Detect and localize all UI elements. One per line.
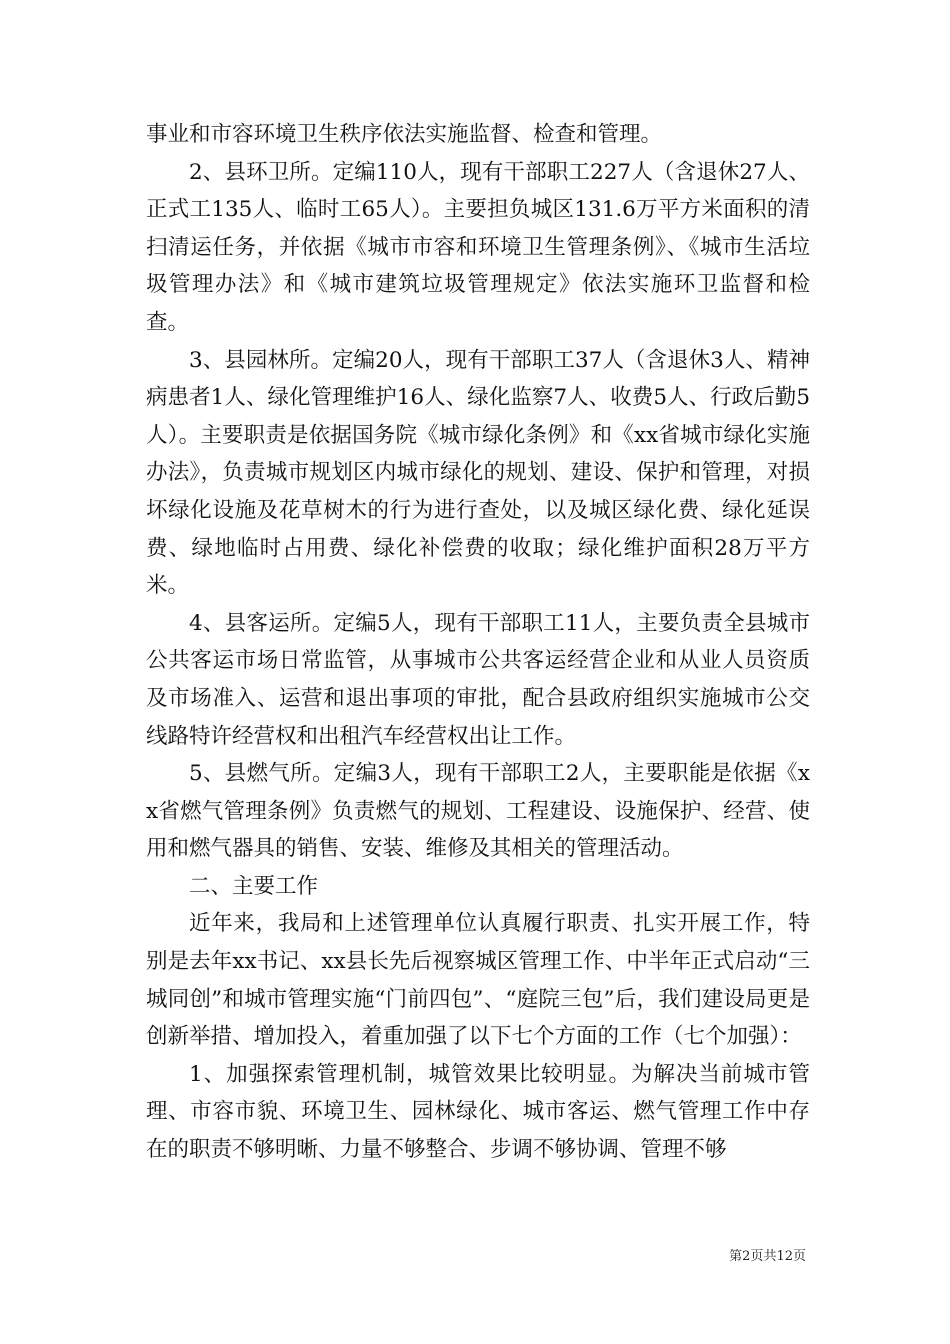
- paragraph-6: 近年来，我局和上述管理单位认真履行职责、扎实开展工作，特别是去年xx书记、xx县长先后视察城区管理工作、中半年正式启动“三城同创”和城市管理实施“门前四包”、“庭院三包”后，我们建设局更是创新举措、增加投入，着重加强了以下七个方面的工作（七个加强）：: [146, 911, 810, 1050]
- paragraph-3: 4、县客运所。定编5人，现有干部职工11人，主要负责全县城市公共客运市场日常监管，从事城市公共客运经营企业和从业人员资质及市场准入、运营和退出事项的审批，配合县政府组织实施城市公交线路特许经营权和出租汽车经营权出让工作。: [146, 610, 810, 749]
- page-number: 第2页共12页: [729, 1249, 806, 1264]
- paragraph-0: 事业和市容环境卫生秩序依法实施监督、检查和管理。: [146, 122, 663, 147]
- body-text: [146, 116, 810, 1169]
- paragraph-7: 1、加强探索管理机制，城管效果比较明显。为解决当前城市管理、市容市貌、环境卫生、园林绿化、城市客运、燃气管理工作中存在的职责不够明晰、力量不够整合、步调不够协调、管理不够: [146, 1061, 810, 1163]
- paragraph-2: 3、县园林所。定编20人，现有干部职工37人（含退休3人、精神病患者1人、绿化管理维护16人、绿化监察7人、收费5人、行政后勤5人）。主要职责是依据国务院《城市绿化条例》和《xx省城市绿化实施办法》，负责城市规划区内城市绿化的规划、建设、保护和管理，对损坏绿化设施及花草树木的行为进行查处，以及城区绿化费、绿化延误费、绿地临时占用费、绿化补偿费的收取；绿化维护面积28万平方米。: [146, 347, 810, 599]
- paragraph-4: 5、县燃气所。定编3人，现有干部职工2人，主要职能是依据《xx省燃气管理条例》负责燃气的规划、工程建设、设施保护、经营、使用和燃气器具的销售、安装、维修及其相关的管理活动。: [146, 761, 810, 862]
- section-heading: 二、主要工作: [189, 873, 319, 899]
- paragraph-1: 2、县环卫所。定编110人，现有干部职工227人（含退休27人、正式工135人、临时工65人）。主要担负城区131.6万平方米面积的清扫清运任务，并依据《城市市容和环境卫生管理条例》、《城市生活垃圾管理办法》和《城市建筑垃圾管理规定》依法实施环卫监督和检查。: [146, 159, 810, 335]
